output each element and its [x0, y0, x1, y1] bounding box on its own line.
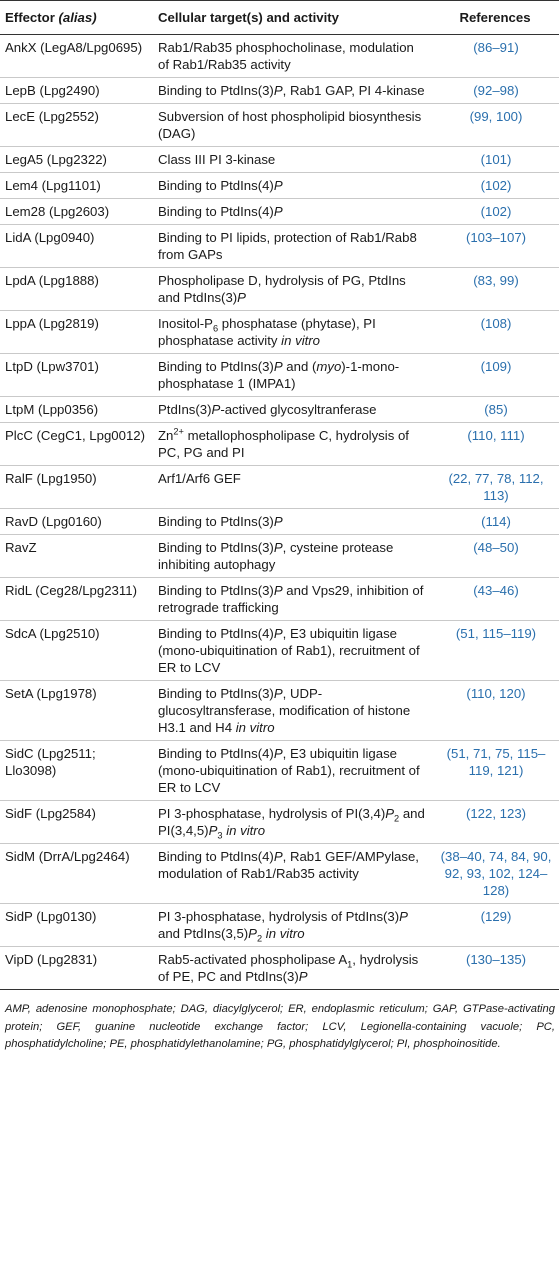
effector-cell: AnkX (LegA8/Lpg0695) — [0, 35, 153, 78]
reference-link[interactable]: (22, 77, 78, 112, 113) — [432, 466, 559, 509]
effector-cell: LtpD (Lpw3701) — [0, 354, 153, 397]
activity-cell: Rab1/Rab35 phosphocholinase, modulation of Rab1/Rab35 activity — [153, 35, 432, 78]
activity-cell: Binding to PtdIns(3)P, cysteine protease inhibiting autophagy — [153, 535, 432, 578]
table-row — [0, 578, 559, 621]
activity-cell: Binding to PtdIns(4)P — [153, 199, 432, 225]
effector-cell: LppA (Lpg2819) — [0, 311, 153, 354]
effector-cell: RidL (Ceg28/Lpg2311) — [0, 578, 153, 621]
table-row — [0, 147, 559, 173]
activity-cell: Binding to PtdIns(3)P — [153, 509, 432, 535]
header-references: References — [432, 1, 559, 35]
reference-link[interactable]: (114) — [432, 509, 559, 535]
effector-cell: RavD (Lpg0160) — [0, 509, 153, 535]
effector-cell: LepB (Lpg2490) — [0, 78, 153, 104]
reference-link[interactable]: (51, 71, 75, 115–119, 121) — [432, 741, 559, 801]
effector-cell: LecE (Lpg2552) — [0, 104, 153, 147]
table-row — [0, 466, 559, 509]
reference-link[interactable]: (86–91) — [432, 35, 559, 78]
effector-cell: SidF (Lpg2584) — [0, 801, 153, 844]
table-row — [0, 947, 559, 990]
table-row — [0, 225, 559, 268]
reference-link[interactable]: (122, 123) — [432, 801, 559, 844]
table-header — [0, 1, 559, 35]
reference-link[interactable]: (38–40, 74, 84, 90, 92, 93, 102, 124–128) — [432, 844, 559, 904]
table-row — [0, 104, 559, 147]
activity-cell: Phospholipase D, hydrolysis of PG, PtdIns and PtdIns(3)P — [153, 268, 432, 311]
effector-cell: SidM (DrrA/Lpg2464) — [0, 844, 153, 904]
activity-cell: Binding to PtdIns(3)P, Rab1 GAP, PI 4-kinase — [153, 78, 432, 104]
activity-cell: Rab5-activated phospholipase $A_1$, hydrolysis of PE, PC and PtdIns(3)P — [153, 947, 432, 990]
reference-link[interactable]: (101) — [432, 147, 559, 173]
reference-link[interactable]: (99, 100) — [432, 104, 559, 147]
table-body — [0, 35, 559, 990]
effector-cell: VipD (Lpg2831) — [0, 947, 153, 990]
header-effector-label: Effector — [5, 10, 55, 25]
activity-cell: PI 3-phosphatase, hydrolysis of PtdIns(3)P and $PtdIns(3,5)P_2$ in vitro — [153, 904, 432, 947]
table-row — [0, 844, 559, 904]
reference-link[interactable]: (85) — [432, 397, 559, 423]
activity-cell: Binding to PI lipids, protection of Rab1/Rab8 from GAPs — [153, 225, 432, 268]
table-row — [0, 509, 559, 535]
activity-cell: Binding to PtdIns(4)P, E3 ubiquitin ligase (mono-ubiquitination of Rab1), recruitment of ER to LCV — [153, 621, 432, 681]
table-row — [0, 199, 559, 225]
table-footnote: AMP, adenosine monophosphate; DAG, diacylglycerol; ER, endoplasmic reticulum; GAP, GTPase-activating protein; GEF, guanine nucleotide exchange factor; LCV, Legionella-containing vacuole; PC, phosphatidylcholine; PE, phosphatidylethanolamine; PG, phosphatidylglycerol; PI, phosphoinositide. — [5, 1003, 555, 1050]
table-row — [0, 35, 559, 78]
effector-cell: SetA (Lpg1978) — [0, 681, 153, 741]
table-row — [0, 311, 559, 354]
reference-link[interactable]: (130–135) — [432, 947, 559, 990]
reference-link[interactable]: (110, 120) — [432, 681, 559, 741]
reference-link[interactable]: (48–50) — [432, 535, 559, 578]
header-effector-alias: (alias) — [58, 10, 97, 25]
effector-cell: Lem4 (Lpg1101) — [0, 173, 153, 199]
effector-cell: PlcC (CegC1, Lpg0012) — [0, 423, 153, 466]
activity-cell: Class III PI 3-kinase — [153, 147, 432, 173]
table-row — [0, 354, 559, 397]
activity-cell: PI 3-phosphatase, hydrolysis of $PI(3,4)P_2$ and $PI(3,4,5)P_3$ in vitro — [153, 801, 432, 844]
reference-link[interactable]: (43–46) — [432, 578, 559, 621]
table-row — [0, 78, 559, 104]
table-row — [0, 397, 559, 423]
reference-link[interactable]: (103–107) — [432, 225, 559, 268]
activity-cell: Inositol-$P_6$ phosphatase (phytase), PI phosphatase activity in vitro — [153, 311, 432, 354]
reference-link[interactable]: (102) — [432, 173, 559, 199]
activity-cell: Arf1/Arf6 GEF — [153, 466, 432, 509]
activity-cell: PtdIns(3)P-actived glycosyltranferase — [153, 397, 432, 423]
effector-cell: LpdA (Lpg1888) — [0, 268, 153, 311]
effector-cell: LidA (Lpg0940) — [0, 225, 153, 268]
header-effector — [0, 1, 153, 35]
effector-cell: LtpM (Lpp0356) — [0, 397, 153, 423]
effector-cell: SdcA (Lpg2510) — [0, 621, 153, 681]
table-row — [0, 741, 559, 801]
table-row — [0, 621, 559, 681]
activity-cell: $Zn^{2+}$ metallophospholipase C, hydrolysis of PC, PG and PI — [153, 423, 432, 466]
activity-cell: Binding to PtdIns(4)P, E3 ubiquitin ligase (mono-ubiquitination of Rab1), recruitment of ER to LCV — [153, 741, 432, 801]
reference-link[interactable]: (83, 99) — [432, 268, 559, 311]
header-activity: Cellular target(s) and activity — [153, 1, 432, 35]
table-row — [0, 423, 559, 466]
reference-link[interactable]: (110, 111) — [432, 423, 559, 466]
effector-cell: RavZ — [0, 535, 153, 578]
reference-link[interactable]: (51, 115–119) — [432, 621, 559, 681]
reference-link[interactable]: (129) — [432, 904, 559, 947]
table-row — [0, 535, 559, 578]
table-row — [0, 904, 559, 947]
effector-cell: Lem28 (Lpg2603) — [0, 199, 153, 225]
activity-cell: Binding to PtdIns(4)P — [153, 173, 432, 199]
activity-cell: Binding to PtdIns(3)P and Vps29, inhibition of retrograde trafficking — [153, 578, 432, 621]
table-row — [0, 173, 559, 199]
header-row — [0, 1, 559, 35]
reference-link[interactable]: (108) — [432, 311, 559, 354]
reference-link[interactable]: (102) — [432, 199, 559, 225]
reference-link[interactable]: (109) — [432, 354, 559, 397]
effector-cell: SidP (Lpg0130) — [0, 904, 153, 947]
activity-cell: Binding to PtdIns(3)P, UDP-glucosyltransferase, modification of histone H3.1 and H4 in vitro — [153, 681, 432, 741]
activity-cell: Binding to PtdIns(3)P and (myo)-1-mono-phosphatase 1 (IMPA1) — [153, 354, 432, 397]
activity-cell: Binding to PtdIns(4)P, Rab1 GEF/AMPylase, modulation of Rab1/Rab35 activity — [153, 844, 432, 904]
effector-cell: RalF (Lpg1950) — [0, 466, 153, 509]
effector-cell: SidC (Lpg2511; Llo3098) — [0, 741, 153, 801]
table-row — [0, 681, 559, 741]
reference-link[interactable]: (92–98) — [432, 78, 559, 104]
activity-cell: Subversion of host phospholipid biosynthesis (DAG) — [153, 104, 432, 147]
table-row — [0, 801, 559, 844]
effector-cell: LegA5 (Lpg2322) — [0, 147, 153, 173]
table-row — [0, 268, 559, 311]
